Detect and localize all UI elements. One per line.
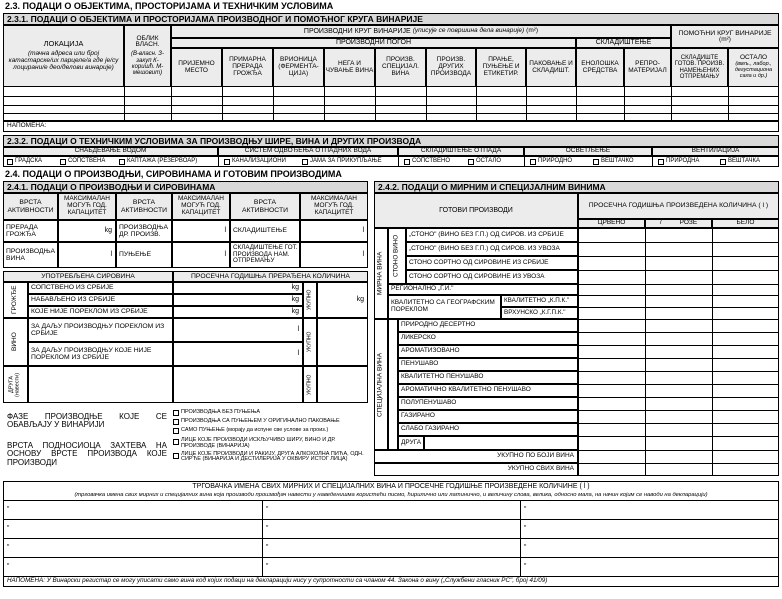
wine-category-label: АРОМАТИЧНО КВАЛИТЕТНО ПЕНУШАВО — [398, 384, 578, 397]
auxiliary-unit: (m²) — [719, 35, 731, 43]
checkbox[interactable] — [173, 419, 179, 425]
col-repromaterial: РЕПРО-МАТЕРИЈАЛ — [624, 48, 671, 87]
trade-name-input[interactable] — [524, 502, 774, 517]
special-wines-spacer — [388, 319, 398, 450]
premises-col-line — [624, 87, 625, 121]
table-wine-label: СТОНО ВИНО — [388, 228, 406, 284]
vent-natural-option[interactable] — [656, 157, 699, 166]
wine-category-label: РЕГИОНАЛНО „Г.И." — [388, 284, 578, 295]
grapes-qty-input[interactable] — [173, 282, 303, 294]
pit-label: ЈАМА ЗА ПРИКУПЉАЊЕ — [310, 158, 382, 165]
phase-with-filling-label: ПРОИЗВОДЊА СА ПУЊЕЊЕМ У ОРИГИНАЛНО ПАКОВАЊЕ — [181, 417, 340, 424]
still-wines-label: МИРНА ВИНА — [374, 228, 388, 319]
quote-mark: „ — [524, 540, 527, 547]
col-oenological: ЕНОЛОШКА СРЕДСТВА — [576, 48, 624, 87]
grid-row-line — [578, 463, 779, 464]
phase-filling-only-option[interactable] — [173, 426, 368, 435]
location-header — [3, 25, 124, 87]
grid-row-line — [578, 450, 779, 451]
water-supply-header: СНАБДЕВАЊЕ ВОДОМ — [3, 147, 218, 156]
quote-mark: „ — [524, 559, 527, 566]
quote-mark: „ — [524, 521, 527, 528]
wine-category-label: ПЕНУШАВО — [398, 358, 578, 371]
trade-names-note: (трговачка имена свих мирних и специјалних вина која производи произвођач навести у наведенишма користећи писмо, ћирилично или латинично, и величину слова, велика, односно мала, на начин којим се наводи на декларацији) — [74, 492, 708, 499]
activity-type-header: ВРСТА АКТИВНОСТИ — [3, 193, 58, 220]
waste-other-option[interactable] — [466, 157, 501, 166]
unit-label: l — [362, 227, 364, 235]
premises-col-line — [375, 87, 376, 121]
location-label: ЛОКАЦИЈА — [43, 39, 84, 49]
avg-processed-header: ПРОСЕЧНА ГОДИШЊА ПРЕРАЂЕНА КОЛИЧИНА — [173, 271, 368, 282]
other-total-input[interactable] — [317, 366, 368, 403]
wine-row-label: ЗА ДАЉУ ПРОИЗВОДЊУ ПОРЕКЛОМ ИЗ СРБИЈЕ — [28, 318, 173, 342]
production-circle-header — [171, 25, 671, 38]
phase-no-filling-option[interactable] — [173, 408, 368, 417]
wine-category-label: ПОЛУПЕНУШАВО — [398, 397, 578, 410]
water-city-option[interactable] — [5, 157, 42, 166]
applicant-type-label: ВРСТА ПОДНОСИОЦА ЗАХТЕВА НА ОСНОВУ ВРСТЕ ПРОИЗВОДА КОЈЕ ПРОИЗВОДИ — [7, 441, 167, 467]
activity-label: ПРОИЗВОДЊА ВИНА — [3, 242, 58, 268]
quote-mark: „ — [7, 502, 10, 509]
wastewater-header: СИСТЕМ ОДВОЂЕЊА ОТПАДНИХ ВОДА — [218, 147, 398, 156]
wine-category-label: СТОНО СОРТНО ОД СИРОВИНЕ ИЗ СРБИЈЕ — [406, 256, 578, 270]
water-city-label: ГРАДСКА — [15, 158, 42, 165]
trade-name-input[interactable] — [266, 540, 516, 555]
quote-mark: „ — [266, 502, 269, 509]
auxiliary-circle-header — [671, 25, 779, 48]
activity-label: СКЛАДИШТЕЊЕ — [230, 220, 300, 242]
wine-category-label: СТОНО СОРТНО ОД СИРОВИНЕ ИЗ УВОЗА — [406, 270, 578, 284]
grid-row-line — [578, 410, 779, 411]
col-special-wine: ПРОИЗВ. СПЕЦИЈАЛ. ВИНА — [375, 48, 426, 87]
checkbox[interactable] — [720, 159, 726, 165]
tech-divider — [524, 156, 525, 167]
unit-label: kg — [291, 296, 299, 304]
total-all-label: УКУПНО СВИХ ВИНА — [374, 463, 578, 476]
col-other-note: (вмљ., лабор., дегустациона сала и др.) — [734, 61, 773, 79]
color-red-header: ЦРВЕНО — [578, 219, 645, 228]
grid-row-line — [578, 332, 779, 333]
checkbox[interactable] — [173, 453, 179, 459]
wine-row-label: ЗА ДАЉУ ПРОИЗВОДЊУ КОЈЕ НИЈЕ ПОРЕКЛОМ ИЗ СРБИЈЕ — [28, 342, 173, 366]
trade-name-input[interactable] — [524, 559, 774, 574]
checkbox[interactable] — [468, 159, 474, 165]
section-2-4-title: 2.4. ПОДАЦИ О ПРОИЗВОДЊИ, СИРОВИНАМА И ГОТОВИМ ПРОИЗВОДИМА — [5, 169, 342, 179]
checkbox[interactable] — [224, 159, 230, 165]
col-packaging: ПАКОВАЊЕ И СКЛАДИШТ. — [526, 48, 576, 87]
plant-header: ПРОИЗВОДНИ ПОГОН — [171, 38, 576, 48]
premises-col-line — [526, 87, 527, 121]
trade-name-input[interactable] — [524, 521, 774, 536]
unit-label: l — [224, 227, 226, 235]
trade-row-line — [3, 519, 779, 520]
unit-label: kg — [104, 227, 112, 235]
grapes-group-label: ГРОЖЂЕ — [3, 282, 28, 318]
ventilation-header: ВЕНТИЛАЦИЈА — [652, 147, 779, 156]
color-rose-header — [645, 219, 712, 228]
grapes-row-label: НАБАВЉЕНО ИЗ СРБИЈЕ — [28, 294, 173, 306]
light-artificial-label: ВЕШТАЧКО — [601, 158, 634, 165]
capacity-input[interactable] — [172, 242, 230, 268]
wine-total-input[interactable] — [317, 318, 368, 366]
premises-col-line — [576, 87, 577, 121]
raw-material-header: УПОТРЕБЉЕНА СИРОВИНА — [3, 271, 173, 282]
special-wines-label: СПЕЦИЈАЛНА ВИНА — [374, 319, 388, 450]
premises-col-line — [671, 87, 672, 121]
trade-name-input[interactable] — [7, 521, 257, 536]
unit-label: kg — [356, 296, 364, 304]
checkbox[interactable] — [530, 159, 536, 165]
wine-qty-input[interactable] — [173, 318, 303, 342]
grid-row-line — [578, 295, 779, 296]
checkbox[interactable] — [658, 159, 664, 165]
grid-col-line — [645, 228, 646, 476]
premises-col-line — [324, 87, 325, 121]
capacity-input[interactable] — [58, 220, 116, 242]
trade-name-input[interactable] — [7, 559, 257, 574]
vent-natural-label: ПРИРОДНА — [666, 158, 700, 165]
grid-col-line — [712, 228, 713, 476]
col-other-label: ОСТАЛО — [739, 54, 768, 62]
production-phases-options — [173, 408, 368, 435]
light-natural-option[interactable] — [528, 157, 572, 166]
capacity-header: МАКСИМАЛАН МОГУЋ ГОД. КАПАЦИТЕТ — [58, 193, 116, 220]
section-2-4-1-title: 2.4.1. ПОДАЦИ О ПРОИЗВОДЊИ И СИРОВИНАМА — [3, 181, 368, 193]
section-2-3-1-title: 2.3.1. ПОДАЦИ О ОБЈЕКТИМА И ПРОСТОРИЈАМА ПРОИЗВОДНОГ И ПОМОЋНОГ КРУГА ВИНАРИЈЕ — [3, 13, 779, 25]
grid-row-line — [578, 436, 779, 437]
grid-row-line — [578, 256, 779, 257]
premises-col-line — [171, 87, 172, 121]
grid-row-line — [578, 384, 779, 385]
checkbox[interactable] — [173, 439, 179, 445]
unit-m2: (m²) — [526, 27, 539, 35]
waste-own-label: СОПСТВЕНО — [412, 158, 450, 165]
checkbox[interactable] — [173, 428, 179, 434]
premises-col-line — [222, 87, 223, 121]
tech-divider — [652, 156, 653, 167]
phase-with-filling-option[interactable] — [173, 417, 368, 426]
unit-label: l — [297, 326, 299, 334]
wine-category-label: СЛАБО ГАЗИРАНО — [398, 423, 578, 436]
wine-category-label: КВАЛИТЕТНО „К.П.К." — [501, 295, 578, 307]
trade-names-title: ТРГОВАЧКА ИМЕНА СВИХ МИРНИХ И СПЕЦИЈАЛНИХ ВИНА И ПРОСЕЧНЕ ГОДИШЊЕ ПРОИЗВЕДЕНЕ КОЛИЧИНЕ ( l ) — [192, 482, 590, 490]
light-artificial-option[interactable] — [591, 157, 634, 166]
capacity-input[interactable] — [58, 242, 116, 268]
vent-artificial-option[interactable] — [718, 157, 760, 166]
activity-label: ПУЊЕЊЕ — [116, 242, 172, 268]
checkbox[interactable] — [593, 159, 599, 165]
grid-row-line — [578, 371, 779, 372]
other-qty-input[interactable] — [173, 366, 303, 403]
col-fermentation: ВРИОНИЦА (ФЕРМЕНТА-ЦИЈА) — [273, 48, 324, 87]
section-2-3-2-title: 2.3.2. ПОДАЦИ О ТЕХНИЧКИМ УСЛОВИМА ЗА ПРОИЗВОДЊУ ШИРЕ, ВИНА И ДРУГИХ ПРОИЗВОДА — [3, 135, 779, 147]
waste-storage-header: СКЛАДИШТЕЊЕ ОТПАДА — [398, 147, 524, 156]
avg-produced-header — [578, 193, 779, 219]
wine-group-label: ВИНО — [3, 318, 28, 366]
lighting-header: ОСВЕТЉЕЊЕ — [524, 147, 652, 156]
grid-row-line — [578, 358, 779, 359]
sewage-label: КАНАЛИЗАЦИОНИ — [232, 158, 286, 165]
grid-row-line — [578, 319, 779, 320]
grapes-row-label: СОПСТВЕНО ИЗ СРБИЈЕ — [28, 282, 173, 294]
production-circle-note: (уписује се површина дела винарије) — [412, 27, 525, 35]
trade-name-input[interactable] — [7, 540, 257, 555]
storage-header: СКЛАДИШТЕЊЕ — [576, 38, 671, 48]
unit-label: kg — [291, 308, 299, 316]
unit-label: l — [110, 251, 112, 259]
checkbox[interactable] — [173, 410, 179, 416]
grid-row-line — [578, 397, 779, 398]
wine-category-label: „СТОНО" (ВИНО БЕЗ Г.П.) ОД СИРОВ. ИЗ СРБИЈЕ — [406, 228, 578, 242]
ownership-header — [124, 25, 171, 87]
light-natural-label: ПРИРОДНО — [538, 158, 573, 165]
production-phases-label: ФАЗЕ ПРОИЗВОДЊЕ КОЈЕ СЕ ОБАВЉАЈУ У ВИНАРИЈИ — [7, 412, 167, 430]
col-other-products: ПРОИЗВ. ДРУГИХ ПРОИЗВОДА — [426, 48, 476, 87]
premises-col-line — [476, 87, 477, 121]
checkbox[interactable] — [404, 159, 410, 165]
unit-label: l — [224, 251, 226, 259]
avg-produced-unit: ( l ) — [758, 202, 769, 210]
quote-mark: „ — [7, 540, 10, 547]
unit-label: kg — [291, 284, 299, 292]
note-row[interactable] — [3, 121, 779, 132]
phase-filling-only-label: САМО ПУЊЕЊЕ (морају да испуне све услове за произ.) — [181, 426, 329, 433]
other-total-label: УКУПНО — [303, 366, 317, 403]
col-finished-storage: СКЛАДИШТЕ ГОТОВ. ПРОИЗВ. НАМЕЊЕНИХ ОТПРЕМАЊУ — [671, 48, 728, 87]
avg-produced-label: ПРОСЕЧНА ГОДИШЊА ПРОИЗВЕДЕНА КОЛИЧИНА — [588, 202, 757, 210]
wine-total-label: УКУПНО — [303, 318, 317, 366]
unit-label: l — [362, 251, 364, 259]
tech-divider — [398, 156, 399, 167]
activity-label: ПРОИЗВОДЊА ДР. ПРОИЗВ. — [116, 220, 172, 242]
col-reception: ПРИЈЕМНО МЕСТО — [171, 48, 222, 87]
premises-col-line — [426, 87, 427, 121]
trade-row-line — [3, 538, 779, 539]
sewage-option[interactable] — [222, 157, 286, 166]
location-note: (тачна адреса или број катастарске/их парцеле/а где је/су лоцирани/е део/делови винарије) — [8, 50, 119, 71]
tech-divider — [218, 156, 219, 167]
checkbox[interactable] — [7, 159, 13, 165]
capacity-input[interactable] — [300, 242, 368, 268]
capacity-input[interactable] — [300, 220, 368, 242]
other-wine-input[interactable] — [424, 436, 578, 450]
grid-row-line — [578, 345, 779, 346]
grapes-qty-input[interactable] — [173, 306, 303, 318]
trade-name-input[interactable] — [266, 502, 516, 517]
applicant-wine-only-option[interactable] — [173, 438, 368, 450]
trade-name-input[interactable] — [266, 559, 516, 574]
grapes-qty-input[interactable] — [173, 294, 303, 306]
quote-mark: „ — [266, 540, 269, 547]
premises-col-line — [273, 87, 274, 121]
applicant-distillery-label: ЛИЦЕ КОЈЕ ПРОИЗВОДИ И РАКИЈУ, ДРУГА АЛКОХОЛНА ПИЋА, ОДН. СИРЋЕ (ВИНАРИЈА И ДЕСТИЛЕРИЈА У ОКВИРУ ИСТОГ ЛИЦА) — [181, 450, 364, 463]
other-group-label: ДРУГА (навести) — [3, 366, 28, 403]
activity-type-header: ВРСТА АКТИВНОСТИ — [116, 193, 172, 220]
pit-option[interactable] — [300, 157, 382, 166]
waste-other-label: ОСТАЛО — [476, 158, 502, 165]
color-rose-label: РОЗЕ — [679, 219, 698, 227]
quote-mark: „ — [7, 521, 10, 528]
total-by-color-label: УКУПНО ПО БОЈИ ВИНА — [374, 450, 578, 463]
water-reservoir-option[interactable] — [117, 157, 197, 166]
capacity-header: МАКСИМАЛАН МОГУЋ ГОД. КАПАЦИТЕТ — [172, 193, 230, 220]
trade-row-line — [3, 557, 779, 558]
ownership-label: ОБЛИК ВЛАСН. — [135, 34, 160, 49]
water-own-label: СОПСТВЕНА — [68, 158, 106, 165]
premises-col-line — [124, 87, 125, 121]
grapes-total-input[interactable] — [317, 282, 368, 318]
quantity-grid[interactable] — [578, 228, 779, 476]
trade-row-line — [3, 500, 779, 501]
wine-category-label: ВРХУНСКО „К.Г.П.К." — [501, 307, 578, 319]
water-own-option[interactable] — [58, 157, 105, 166]
auxiliary-circle-label: ПОМОЋНИ КРУГ ВИНАРИЈЕ — [678, 29, 772, 37]
grapes-row-label: КОЈЕ НИЈЕ ПОРЕКЛОМ ИЗ СРБИЈЕ — [28, 306, 173, 318]
section-2-4-2-title: 2.4.2. ПОДАЦИ О МИРНИМ И СПЕЦИЈАЛНИМ ВИНИМА — [374, 181, 779, 193]
col-other — [728, 48, 779, 87]
applicant-type-options — [173, 438, 368, 463]
unit-label: l — [297, 350, 299, 358]
trade-name-input[interactable] — [266, 521, 516, 536]
trade-name-input[interactable] — [524, 540, 774, 555]
premises-row-line — [3, 113, 779, 114]
checkbox[interactable] — [60, 159, 66, 165]
footer-note: НАПОМЕНА: У Винарски регистар се могу уписати само вина код којих подаци на декларацији нису у супротности са чланом 44. Закона о вину („Службени гласник РС", број 41/09) — [7, 577, 548, 584]
capacity-input[interactable] — [172, 220, 230, 242]
quote-mark: „ — [524, 502, 527, 509]
premises-row-line — [3, 105, 779, 106]
other-row-input[interactable] — [28, 366, 173, 403]
trade-name-input[interactable] — [7, 502, 257, 517]
grid-row-line — [578, 307, 779, 308]
quote-mark: „ — [266, 559, 269, 566]
color-white-header: БЕЛО — [712, 219, 779, 228]
checkbox[interactable] — [119, 159, 125, 165]
applicant-wine-only-label: ЛИЦЕ КОЈЕ ПРОИЗВОДИ ИСКЉУЧИВО ШИРУ, ВИНО И ДР. ПРОИЗВОДЕ (ВИНАРИЈА) — [181, 437, 336, 449]
finished-products-header: ГОТОВИ ПРОИЗВОДИ — [374, 193, 578, 228]
production-circle-label: ПРОИЗВОДНИ КРУГ ВИНАРИЈЕ — [303, 27, 411, 35]
note-label: НАПОМЕНА: — [7, 122, 47, 130]
vent-artificial-label: ВЕШТАЧКА — [728, 158, 760, 165]
grapes-total-label: УКУПНО — [303, 282, 317, 318]
color-divider: / — [659, 219, 662, 227]
phase-no-filling-label: ПРОИЗВОДЊА БЕЗ ПУЊЕЊА — [181, 408, 261, 415]
wine-category-label: АРОМАТИЗОВАНО — [398, 345, 578, 358]
grid-row-line — [578, 270, 779, 271]
applicant-distillery-option[interactable] — [173, 452, 368, 464]
wine-category-label: ЛИКЕРСКО — [398, 332, 578, 345]
grid-row-line — [578, 423, 779, 424]
premises-col-line — [728, 87, 729, 121]
checkbox[interactable] — [302, 159, 308, 165]
quote-mark: „ — [7, 559, 10, 566]
grid-row-line — [578, 242, 779, 243]
wine-category-label: „СТОНО" (ВИНО БЕЗ Г.П.) ОД СИРОВ. ИЗ УВОЗА — [406, 242, 578, 256]
grid-row-line — [578, 284, 779, 285]
water-reservoir-label: КАПТАЖА (РЕЗЕРВОАР) — [127, 158, 198, 165]
activity-type-header: ВРСТА АКТИВНОСТИ — [230, 193, 300, 220]
section-2-3-title: 2.3. ПОДАЦИ О ОБЈЕКТИМА, ПРОСТОРИЈАМА И ТЕХНИЧКИМ УСЛОВИМА — [5, 1, 334, 11]
activity-label: ПРЕРАДА ГРОЖЂА — [3, 220, 58, 242]
quality-geo-label: КВАЛИТЕТНО СА ГЕОГРАФСКИМ ПОРЕКЛОМ — [388, 295, 501, 319]
col-aging: НЕГА И ЧУВАЊЕ ВИНА — [324, 48, 375, 87]
capacity-header: МАКСИМАЛАН МОГУЋ ГОД. КАПАЦИТЕТ — [300, 193, 368, 220]
wine-category-label: ГАЗИРАНО — [398, 410, 578, 423]
premises-row-line — [3, 96, 779, 97]
activity-label: СКЛАДИШТЕЊЕ ГОТ. ПРОИЗВОДА НАМ. ОТПРЕМАЊУ — [230, 242, 300, 268]
quote-mark: „ — [266, 521, 269, 528]
col-washing-filling: ПРАЊЕ, ПУЊЕЊЕ И ЕТИКЕТИР. — [476, 48, 526, 87]
wine-category-label: ПРИРОДНО ДЕСЕРТНО — [398, 319, 578, 332]
wine-qty-input[interactable] — [173, 342, 303, 366]
col-primary-processing: ПРИМАРНА ПРЕРАДА ГРОЖЂА — [222, 48, 273, 87]
wine-category-label: ДРУГА — [398, 436, 424, 450]
waste-own-option[interactable] — [402, 157, 450, 166]
wine-category-label: КВАЛИТЕТНО ПЕНУШАВО — [398, 371, 578, 384]
ownership-note: (В-власн. З-закуп К-коришћ. М-мешовит) — [131, 51, 164, 77]
